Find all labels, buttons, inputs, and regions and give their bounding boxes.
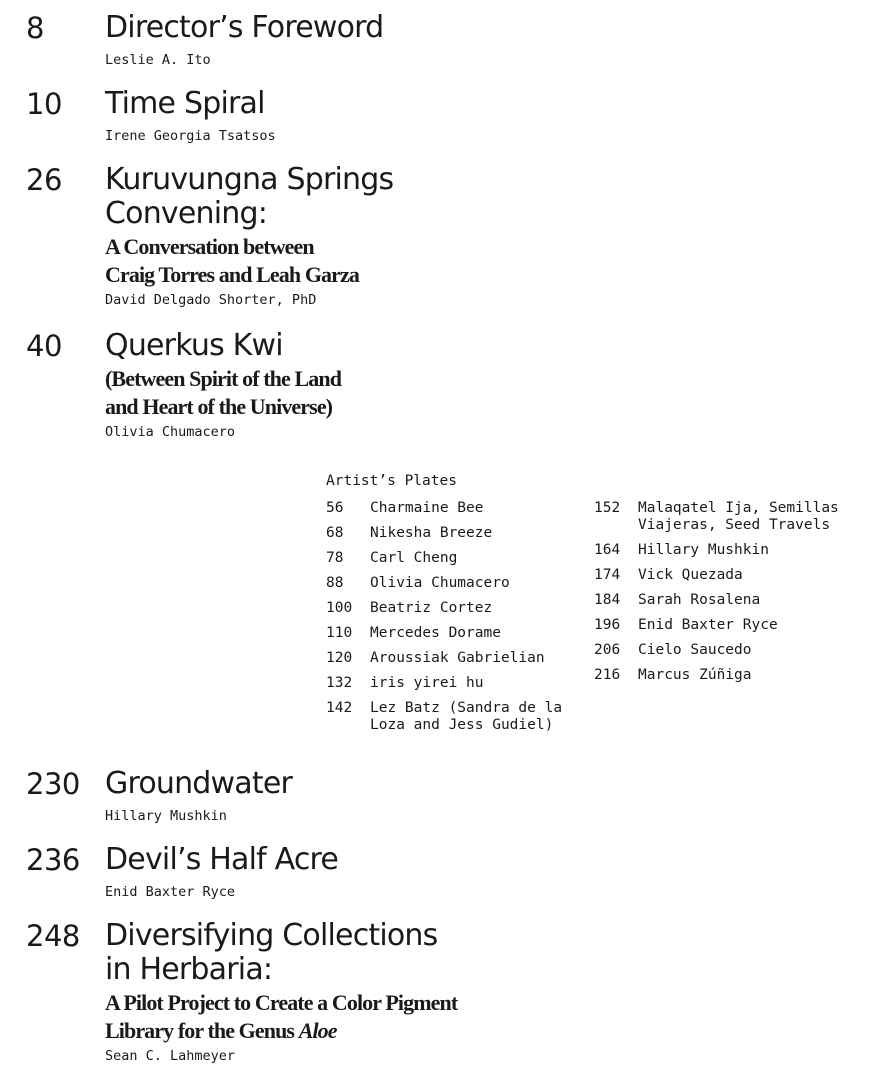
genus-name: Aloe: [298, 1018, 337, 1043]
plate-item: [326, 575, 588, 592]
plate-page-number: 88: [326, 575, 344, 591]
plate-artist-name: Nikesha Breeze: [370, 525, 493, 541]
entry-title: Director’s Foreword: [105, 10, 384, 45]
page-number: 10: [26, 87, 62, 121]
entry-subtitle-line: [105, 1017, 625, 1045]
plate-page-number: 206: [594, 642, 621, 658]
plate-page-number: 120: [326, 650, 353, 666]
entry-title-line: Kuruvungna Springs: [105, 162, 394, 197]
plate-artist-name: Vick Quezada: [638, 567, 743, 583]
entry-subtitle-line: A Conversation between: [105, 234, 314, 259]
plate-page-number: 110: [326, 625, 353, 641]
plate-item: [326, 625, 588, 642]
plate-item: [326, 700, 588, 734]
plate-artist-name: Lez Batz (Sandra de la Loza and Jess Gudiel): [370, 700, 563, 733]
plate-item: [594, 617, 866, 634]
plate-artist-name: Hillary Mushkin: [638, 542, 769, 558]
entry-title: [105, 919, 625, 987]
entry-author: Irene Georgia Tsatsos: [105, 128, 276, 144]
entry-subtitle-line: and Heart of the Universe): [105, 394, 333, 419]
entry-subtitle: [105, 365, 625, 421]
subtitle-text: Library for the Genus: [105, 1018, 299, 1043]
plate-page-number: 184: [594, 592, 621, 608]
plate-page-number: 68: [326, 525, 344, 541]
plate-artist-name: Enid Baxter Ryce: [638, 617, 778, 633]
plate-artist-name: Aroussiak Gabrielian: [370, 650, 545, 666]
plate-item: [326, 550, 588, 567]
entry-title: Groundwater: [105, 766, 293, 801]
entry-title-line: Diversifying Collections: [105, 918, 438, 953]
plate-artist-name: Malaqatel Ija, Semillas Viajeras, Seed Travels: [638, 500, 839, 533]
plate-artist-name: Charmaine Bee: [370, 500, 484, 516]
plate-artist-name: iris yirei hu: [370, 675, 484, 691]
plate-page-number: 56: [326, 500, 344, 516]
page-number: 248: [26, 919, 80, 953]
plate-page-number: 78: [326, 550, 344, 566]
entry-title-line: in Herbaria:: [105, 952, 273, 987]
plates-column-right: [594, 500, 866, 692]
page-number: 236: [26, 843, 80, 877]
plate-page-number: 216: [594, 667, 621, 683]
plate-item: [594, 667, 866, 684]
plate-artist-name: Carl Cheng: [370, 550, 458, 566]
plate-page-number: 152: [594, 500, 621, 516]
page-number: 40: [26, 329, 62, 363]
entry-title: Time Spiral: [105, 86, 265, 121]
page-number: 8: [26, 11, 44, 45]
plate-artist-name: Beatriz Cortez: [370, 600, 493, 616]
plate-item: [326, 600, 588, 617]
plate-item: [326, 675, 588, 692]
entry-subtitle-line: A Pilot Project to Create a Color Pigment: [105, 990, 458, 1015]
plate-item: [594, 567, 866, 584]
artist-plates-section: [326, 473, 866, 733]
plate-page-number: 142: [326, 700, 353, 716]
entry-title: Querkus Kwi: [105, 328, 283, 363]
plates-column-left: [326, 500, 588, 742]
plate-item: [326, 650, 588, 667]
plate-item: [594, 542, 866, 559]
entry-subtitle-line: Craig Torres and Leah Garza: [105, 262, 359, 287]
plate-item: [594, 592, 866, 609]
plate-artist-name: Marcus Zúñiga: [638, 667, 752, 683]
entry-subtitle: [105, 233, 625, 289]
plate-item: [594, 500, 866, 534]
plate-artist-name: Mercedes Dorame: [370, 625, 501, 641]
entry-author: Olivia Chumacero: [105, 424, 236, 440]
page-number: 230: [26, 767, 80, 801]
plate-artist-name: Sarah Rosalena: [638, 592, 761, 608]
entry-author: Sean C. Lahmeyer: [105, 1048, 236, 1064]
entry-title: Devil’s Half Acre: [105, 842, 339, 877]
entry-subtitle-line: (Between Spirit of the Land: [105, 366, 342, 391]
plates-heading: Artist’s Plates: [326, 473, 457, 489]
entry-title-line: Convening:: [105, 196, 268, 231]
plate-page-number: 132: [326, 675, 353, 691]
entry-author: Hillary Mushkin: [105, 808, 227, 824]
plate-artist-name: Cielo Saucedo: [638, 642, 752, 658]
entry-author: Leslie A. Ito: [105, 52, 211, 68]
plate-page-number: 174: [594, 567, 621, 583]
plate-item: [594, 642, 866, 659]
entry-author: David Delgado Shorter, PhD: [105, 292, 317, 308]
plate-artist-name: Olivia Chumacero: [370, 575, 510, 591]
plate-page-number: 164: [594, 542, 621, 558]
entry-author: Enid Baxter Ryce: [105, 884, 236, 900]
plate-page-number: 196: [594, 617, 621, 633]
plate-item: [326, 525, 588, 542]
plate-page-number: 100: [326, 600, 353, 616]
plate-item: [326, 500, 588, 517]
entry-title: [105, 163, 625, 231]
page-number: 26: [26, 163, 62, 197]
entry-subtitle: [105, 989, 625, 1045]
